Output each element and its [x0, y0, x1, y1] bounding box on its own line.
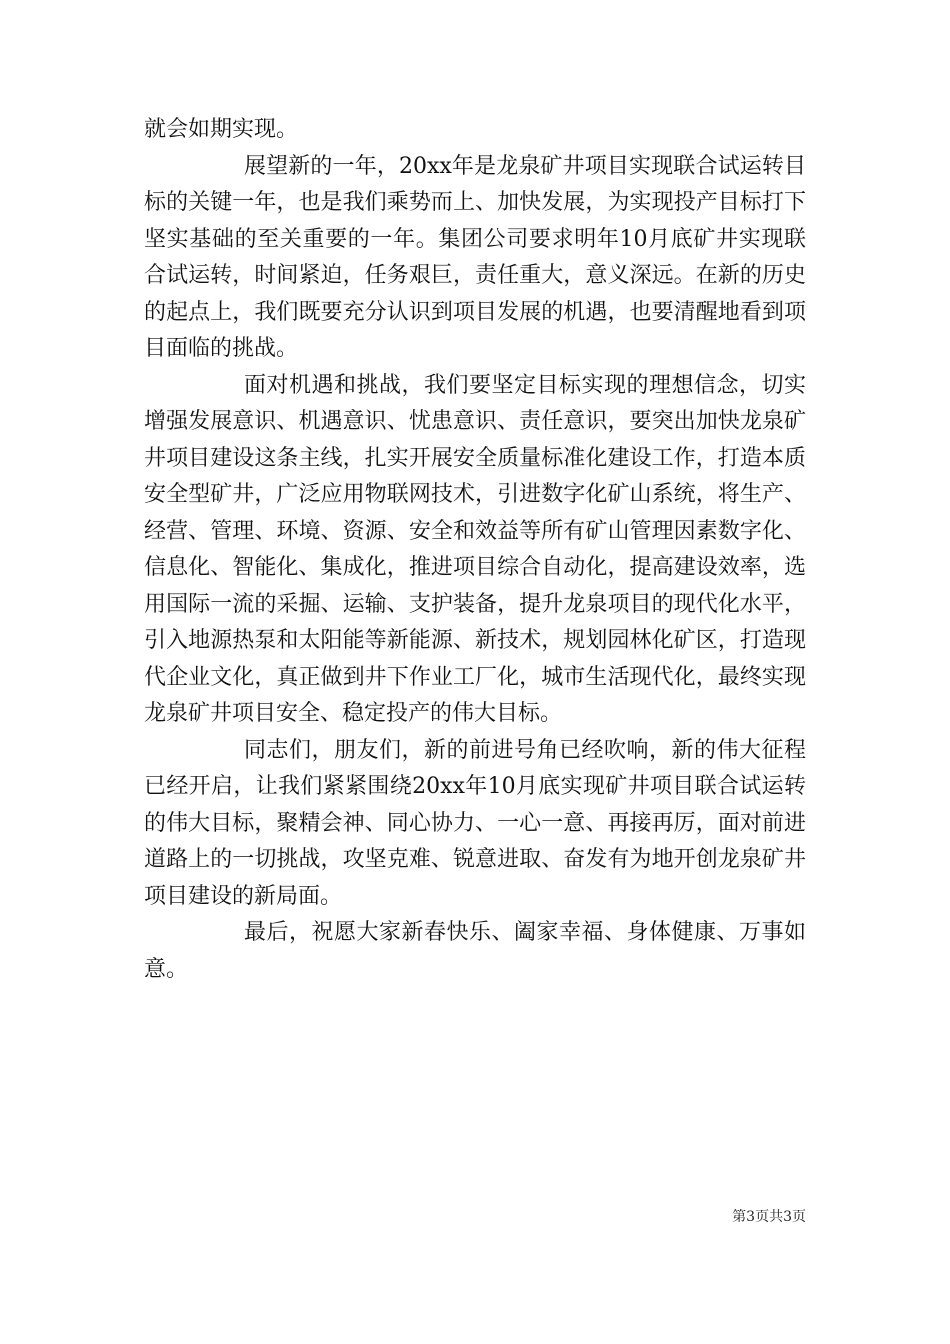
paragraph-outlook: 展望新的一年，20xx年是龙泉矿井项目实现联合试运转目标的关键一年，也是我们乘势而上、加快发展，为实现投产目标打下坚实基础的至关重要的一年。集团公司要求明年10月底矿井实现联合试运转，时间紧迫，任务艰巨，责任重大，意义深远。在新的历史的起点上，我们既要充分认识到项目发展的机遇，也要清醒地看到项目面临的挑战。: [144, 153, 806, 361]
page-number: 第3页共3页: [732, 1209, 806, 1225]
body-text: [144, 112, 806, 988]
paragraph-continuation: 就会如期实现。: [144, 117, 299, 142]
paragraph-challenges: 面对机遇和挑战，我们要坚定目标实现的理想信念，切实增强发展意识、机遇意识、忧患意识、责任意识，要突出加快龙泉矿井项目建设这条主线，扎实开展安全质量标准化建设工作，打造本质安全型矿井，广泛应用物联网技术，引进数字化矿山系统，将生产、经营、管理、环境、资源、安全和效益等所有矿山管理因素数字化、信息化、智能化、集成化，推进项目综合自动化，提高建设效率，选用国际一流的采掘、运输、支护装备，提升龙泉项目的现代化水平，引入地源热泵和太阳能等新能源、新技术，规划园林化矿区，打造现代企业文化，真正做到井下作业工厂化，城市生活现代化，最终实现龙泉矿井项目安全、稳定投产的伟大目标。: [144, 372, 806, 726]
paragraph-call-to-action: 同志们，朋友们，新的前进号角已经吹响，新的伟大征程已经开启，让我们紧紧围绕20xx年10月底实现矿井项目联合试运转的伟大目标，聚精会神、同心协力、一心一意、再接再厉，面对前进道路上的一切挑战，攻坚克难、锐意进取、奋发有为地开创龙泉矿井项目建设的新局面。: [144, 737, 806, 909]
paragraph-closing-wishes: 最后，祝愿大家新春快乐、阖家幸福、身体健康、万事如意。: [144, 920, 806, 982]
